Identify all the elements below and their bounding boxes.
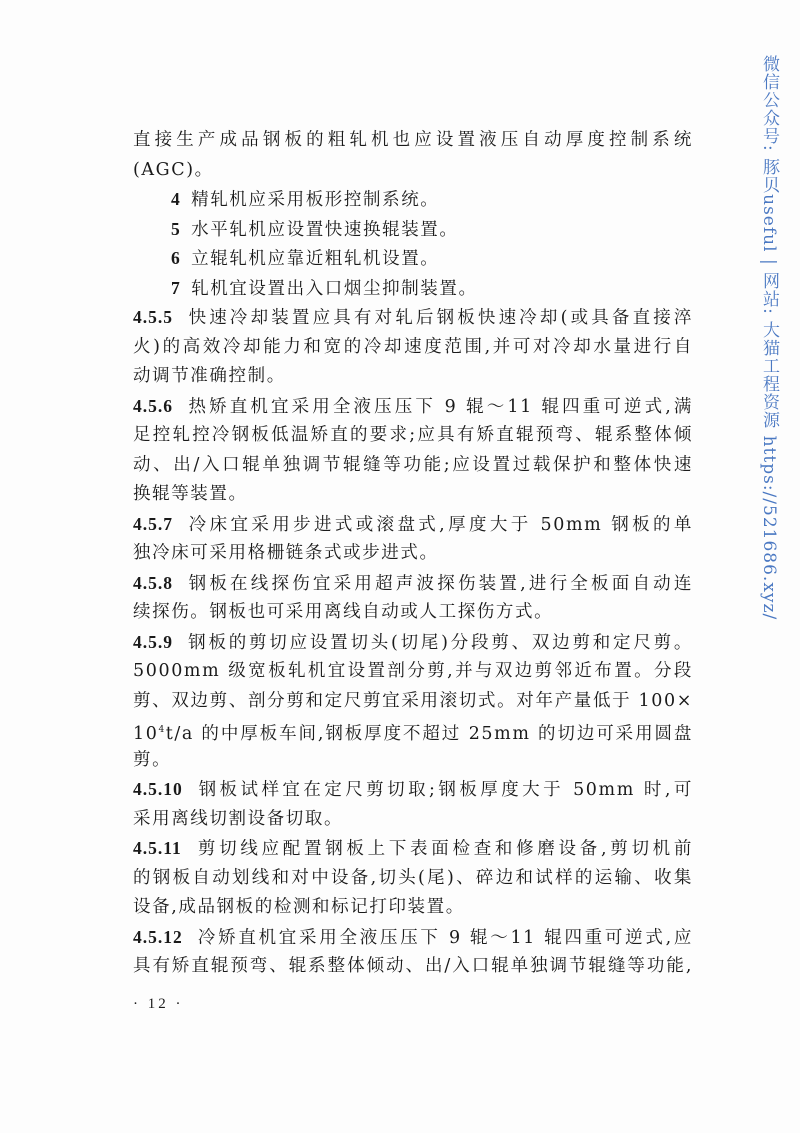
text-line: [133, 451, 693, 481]
text-line: [133, 421, 693, 451]
line-text: 冷床宜采用步进式或滚盘式,厚度大于 50mm 钢板的单: [187, 514, 693, 535]
line-text: t/a 的中厚板车间,钢板厚度不超过 25mm 的切边可采用圆盘: [165, 724, 693, 744]
section-number: 4: [171, 189, 181, 209]
document-body: [133, 126, 693, 982]
list-item: [133, 244, 693, 274]
text-line: [133, 480, 693, 510]
text-line: [133, 716, 693, 746]
list-item: [133, 215, 693, 245]
section-number: 4.5.10: [133, 779, 183, 799]
text-line: [133, 362, 693, 392]
page-number: · 12 ·: [133, 996, 184, 1012]
line-text: 快速冷却装置应具有对轧后钢板快速冷却(或具备直接淬: [187, 308, 693, 328]
line-text: 剪。: [133, 749, 172, 770]
clause-line: [133, 628, 693, 658]
line-text: 钢板在线探伤宜采用超声波探伤装置,进行全板面自动连: [187, 573, 693, 594]
line-text: 设备,成品钢板的检测和标记打印装置。: [133, 897, 465, 917]
clause-line: [133, 303, 693, 333]
text-line: [133, 126, 693, 156]
power-exponent: 4: [158, 725, 166, 735]
watermark-text: 微信公众号: 豚贝useful | 网站: 大猫工程资源 https://521686.xyz/: [759, 55, 779, 621]
section-number: 7: [171, 277, 181, 298]
text-line: [133, 156, 693, 186]
line-text: 直接生产成品钢板的粗轧机也应设置液压自动厚度控制系统: [133, 130, 693, 150]
line-text: 独冷床可采用格栅链条式或步进式。: [133, 543, 439, 563]
line-text: 立辊轧机应靠近粗轧机设置。: [191, 249, 440, 269]
line-text: 钢板试样宜在定尺剪切取;钢板厚度大于 50mm 时,可: [196, 780, 693, 800]
line-text: 具有矫直辊预弯、辊系整体倾动、出/入口辊单独调节辊缝等功能,: [133, 956, 693, 976]
clause-line: [133, 923, 693, 953]
text-line: [133, 952, 693, 982]
line-text: 冷矫直机宜采用全液压压下 9 辊～11 辊四重可逆式,应: [196, 927, 693, 948]
line-text: 换辊等装置。: [133, 484, 248, 504]
section-number: 4.5.8: [133, 572, 173, 593]
clause-line: [133, 569, 693, 599]
line-text: 动调节准确控制。: [133, 366, 286, 386]
line-text: 钢板的剪切应设置切头(切尾)分段剪、双边剪和定尺剪。: [187, 632, 693, 653]
line-text: 轧机宜设置出入口烟尘抑制装置。: [191, 278, 478, 299]
text-line: [133, 864, 693, 894]
line-text: 精轧机应采用板形控制系统。: [191, 190, 440, 210]
text-line: [133, 893, 693, 923]
section-number: 4.5.12: [133, 926, 183, 947]
text-line: [133, 598, 693, 628]
section-number: 5: [171, 218, 181, 239]
line-text: 5000mm 级宽板轧机宜设置剖分剪,并与双边剪邻近布置。分段: [133, 661, 693, 681]
line-text: 剪、双边剪、剖分剪和定尺剪宜采用滚切式。对年产量低于 100×: [133, 690, 693, 711]
text-line: [133, 539, 693, 569]
text-line: [133, 746, 693, 776]
section-number: 4.5.7: [133, 513, 173, 534]
text-line: [133, 657, 693, 687]
section-number: 6: [171, 248, 181, 268]
power-base: 10: [133, 724, 159, 744]
text-line: [133, 687, 693, 717]
line-text: 剪切线应配置钢板上下表面检查和修磨设备,剪切机前: [195, 839, 693, 859]
line-text: 火)的高效冷却能力和宽的冷却速度范围,并可对冷却水量进行自: [133, 336, 693, 357]
line-text: 采用离线切割设备切取。: [133, 808, 344, 829]
text-line: [133, 333, 693, 363]
clause-line: [133, 834, 693, 864]
line-text: 续探伤。钢板也可采用离线自动或人工探伤方式。: [133, 602, 554, 622]
clause-line: [133, 510, 693, 540]
text-line: [133, 805, 693, 835]
line-text: 动、出/入口辊单独调节辊缝等功能;应设置过载保护和整体快速: [133, 454, 693, 475]
line-text: 热矫直机宜采用全液压压下 9 辊～11 辊四重可逆式,满: [187, 396, 693, 417]
line-text: 足控轧控冷钢板低温矫直的要求;应具有矫直辊预弯、辊系整体倾: [133, 425, 693, 445]
section-number: 4.5.9: [133, 631, 173, 652]
line-text: (AGC)。: [133, 159, 214, 180]
list-item: [133, 274, 693, 304]
section-number: 4.5.6: [133, 395, 173, 416]
section-number: 4.5.11: [133, 838, 182, 858]
list-item: [133, 185, 693, 215]
line-text: 水平轧机应设置快速换辊装置。: [191, 219, 459, 240]
clause-line: [133, 392, 693, 422]
section-number: 4.5.5: [133, 307, 173, 327]
clause-line: [133, 775, 693, 805]
line-text: 的钢板自动划线和对中设备,切头(尾)、碎边和试样的运输、收集: [133, 867, 693, 888]
